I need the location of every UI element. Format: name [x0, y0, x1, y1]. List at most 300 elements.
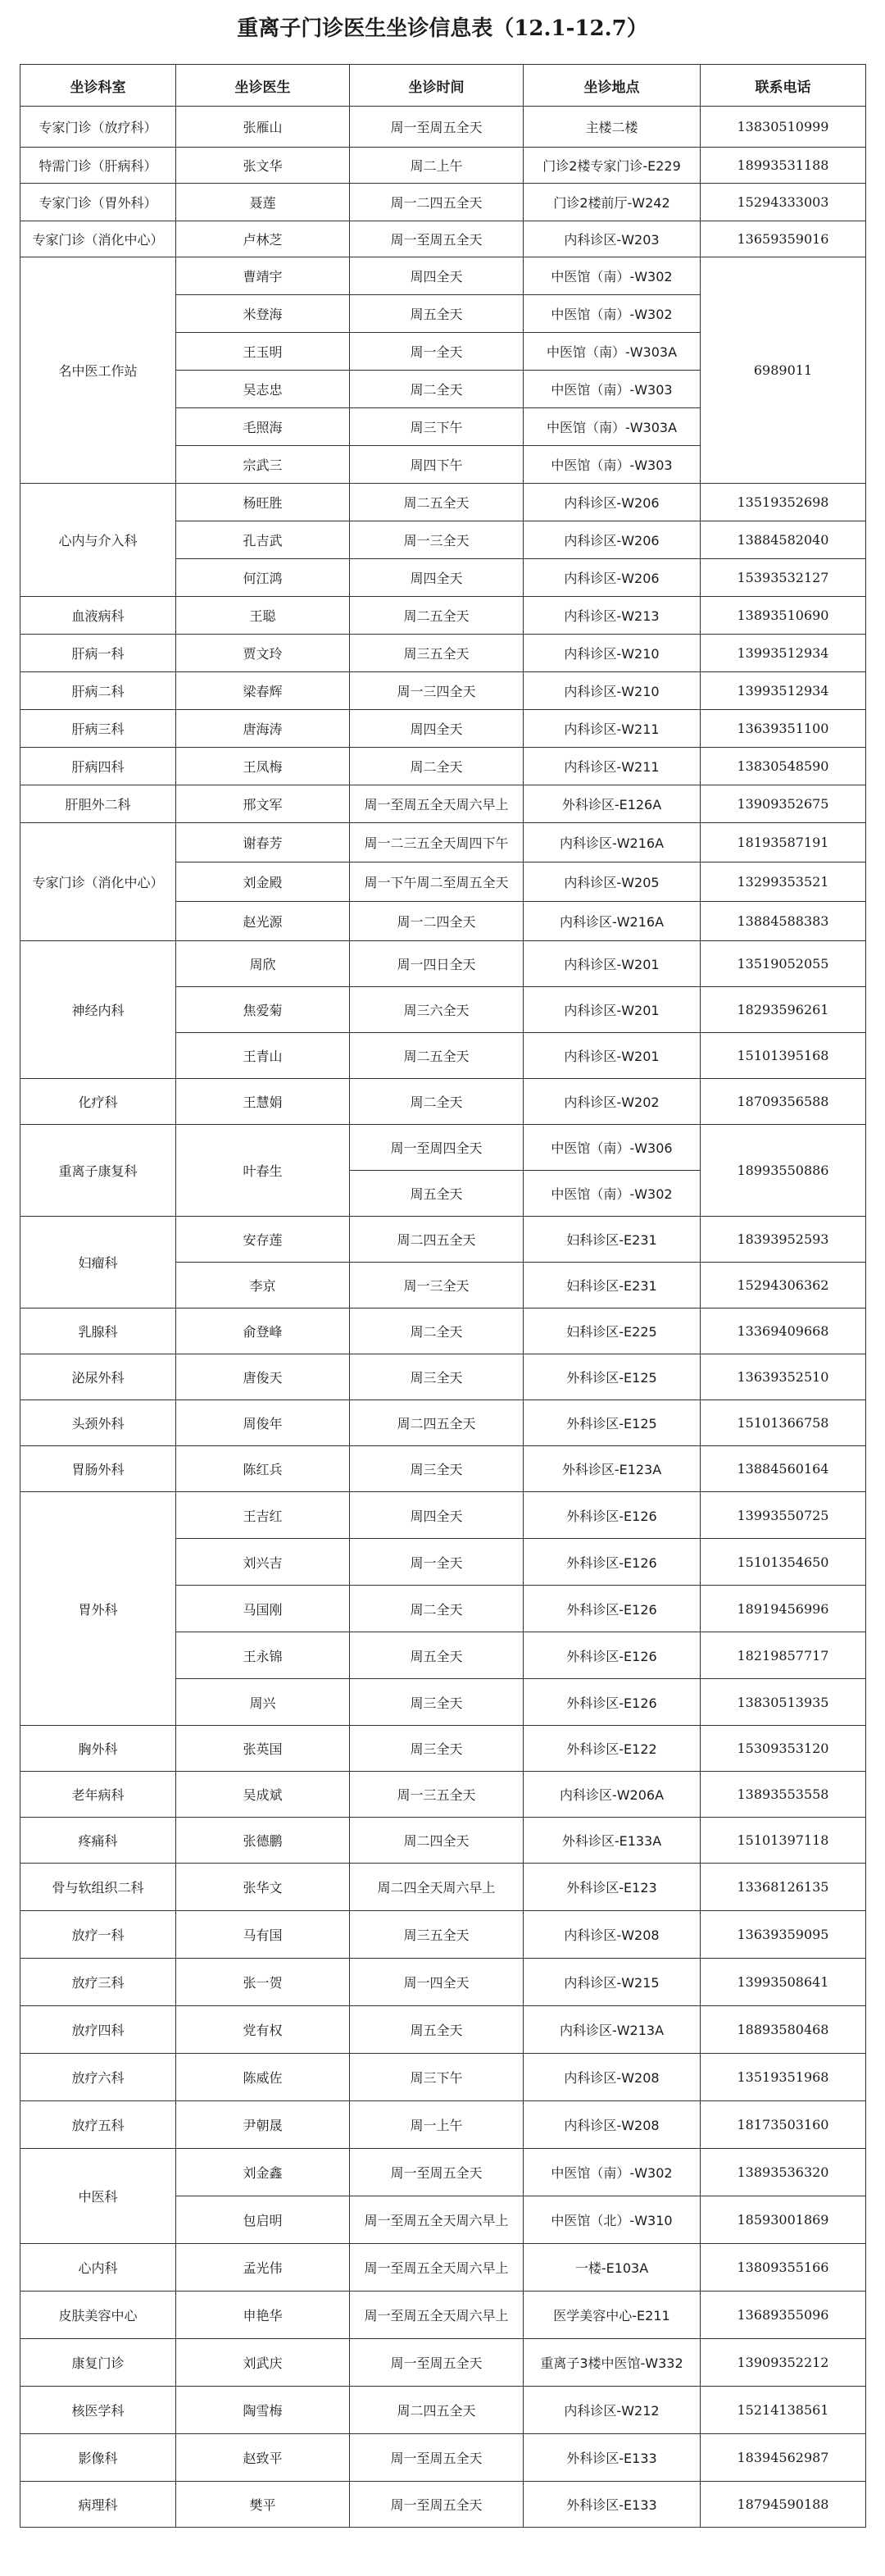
location-cell: 外科诊区-E126	[524, 1586, 701, 1632]
dept-cell: 心内科	[20, 2244, 176, 2292]
table-row	[20, 1079, 866, 1125]
table-row	[20, 1726, 866, 1772]
header-time: 坐诊时间	[350, 65, 524, 107]
phone-cell: 18219857717	[701, 1632, 866, 1679]
phone-cell: 13519052055	[701, 941, 866, 987]
phone-cell: 13639352510	[701, 1354, 866, 1400]
table-row	[20, 2149, 866, 2196]
header-doctor: 坐诊医生	[176, 65, 350, 107]
doctor-cell: 焦爱菊	[176, 987, 350, 1033]
doctor-cell: 张雁山	[176, 107, 350, 148]
time-cell: 周一三五全天	[350, 1772, 524, 1818]
phone-cell: 18173503160	[701, 2101, 866, 2149]
location-cell: 内科诊区-W216A	[524, 823, 701, 862]
phone-cell: 13884582040	[701, 521, 866, 559]
table-row	[20, 257, 866, 295]
table-row	[20, 1864, 866, 1911]
doctor-cell: 刘金殿	[176, 862, 350, 902]
time-cell: 周三全天	[350, 1446, 524, 1492]
doctor-cell: 安存莲	[176, 1217, 350, 1263]
time-cell: 周三下午	[350, 2054, 524, 2101]
table-row	[20, 823, 866, 862]
dept-cell: 妇瘤科	[20, 1217, 176, 1308]
doctor-cell: 王青山	[176, 1033, 350, 1079]
time-cell: 周一四日全天	[350, 941, 524, 987]
doctor-cell: 周欣	[176, 941, 350, 987]
location-cell: 中医馆（北）-W310	[524, 2196, 701, 2244]
location-cell: 内科诊区-W208	[524, 2054, 701, 2101]
phone-cell: 15101354650	[701, 1539, 866, 1586]
table-row	[20, 1772, 866, 1818]
phone-cell: 15101397118	[701, 1818, 866, 1864]
time-cell: 周一下午周二至周五全天	[350, 862, 524, 902]
doctor-cell: 周俊年	[176, 1400, 350, 1446]
doctor-cell: 李京	[176, 1263, 350, 1308]
table-row	[20, 2244, 866, 2292]
doctor-cell: 申艳华	[176, 2292, 350, 2339]
dept-cell: 放疗一科	[20, 1911, 176, 1959]
time-cell: 周三全天	[350, 1726, 524, 1772]
doctor-cell: 吴成斌	[176, 1772, 350, 1818]
location-cell: 内科诊区-W212	[524, 2387, 701, 2434]
dept-cell: 康复门诊	[20, 2339, 176, 2387]
phone-cell: 13830548590	[701, 748, 866, 785]
time-cell: 周二全天	[350, 1308, 524, 1354]
location-cell: 妇科诊区-E231	[524, 1217, 701, 1263]
table-row	[20, 1818, 866, 1864]
time-cell: 周一全天	[350, 1539, 524, 1586]
time-cell: 周二四五全天	[350, 1400, 524, 1446]
time-cell: 周一至周五全天	[350, 2339, 524, 2387]
phone-cell: 13299353521	[701, 862, 866, 902]
location-cell: 中医馆（南）-W303	[524, 446, 701, 484]
header-location: 坐诊地点	[524, 65, 701, 107]
table-row	[20, 1217, 866, 1263]
time-cell: 周二全天	[350, 371, 524, 408]
dept-cell: 老年病科	[20, 1772, 176, 1818]
location-cell: 内科诊区-W208	[524, 2101, 701, 2149]
table-row	[20, 2387, 866, 2434]
dept-cell: 化疗科	[20, 1079, 176, 1125]
table-row	[20, 1959, 866, 2006]
location-cell: 外科诊区-E133A	[524, 1818, 701, 1864]
table-row	[20, 941, 866, 987]
location-cell: 外科诊区-E125	[524, 1354, 701, 1400]
phone-cell: 13993512934	[701, 672, 866, 710]
table-row	[20, 2339, 866, 2387]
doctor-cell: 邢文军	[176, 785, 350, 823]
doctor-cell: 马有国	[176, 1911, 350, 1959]
page-title: 重离子门诊医生坐诊信息表（12.1-12.7）	[237, 16, 648, 41]
phone-cell: 13689355096	[701, 2292, 866, 2339]
location-cell: 外科诊区-E126	[524, 1679, 701, 1726]
time-cell: 周一二三五全天周四下午	[350, 823, 524, 862]
phone-cell: 18893580468	[701, 2006, 866, 2054]
time-cell: 周三五全天	[350, 1911, 524, 1959]
doctor-cell: 俞登峰	[176, 1308, 350, 1354]
time-cell: 周二四全天周六早上	[350, 1864, 524, 1911]
table-row	[20, 221, 866, 257]
phone-cell: 13830510999	[701, 107, 866, 148]
location-cell: 中医馆（南）-W302	[524, 2149, 701, 2196]
table-row	[20, 484, 866, 521]
table-row	[20, 1911, 866, 1959]
location-cell: 内科诊区-W201	[524, 987, 701, 1033]
dept-cell: 肝胆外二科	[20, 785, 176, 823]
dept-cell: 放疗三科	[20, 1959, 176, 2006]
dept-cell: 放疗五科	[20, 2101, 176, 2149]
phone-cell: 18794590188	[701, 2482, 866, 2528]
location-cell: 中医馆（南）-W303A	[524, 333, 701, 371]
doctor-cell: 孔吉武	[176, 521, 350, 559]
dept-cell: 头颈外科	[20, 1400, 176, 1446]
doctor-cell: 党有权	[176, 2006, 350, 2054]
phone-cell: 6989011	[701, 257, 866, 484]
dept-cell: 影像科	[20, 2434, 176, 2482]
phone-cell: 18919456996	[701, 1586, 866, 1632]
doctor-cell: 王慧娟	[176, 1079, 350, 1125]
location-cell: 内科诊区-W201	[524, 941, 701, 987]
doctor-cell: 张德鹏	[176, 1818, 350, 1864]
doctor-cell: 赵光源	[176, 902, 350, 941]
phone-cell: 15294306362	[701, 1263, 866, 1308]
table-row	[20, 748, 866, 785]
location-cell: 外科诊区-E123	[524, 1864, 701, 1911]
phone-cell: 18709356588	[701, 1079, 866, 1125]
table-row	[20, 1308, 866, 1354]
location-cell: 内科诊区-W213A	[524, 2006, 701, 2054]
dept-cell: 胃外科	[20, 1492, 176, 1726]
table-row	[20, 2292, 866, 2339]
location-cell: 主楼二楼	[524, 107, 701, 148]
location-cell: 重离子3楼中医馆-W332	[524, 2339, 701, 2387]
time-cell: 周一至周五全天周六早上	[350, 2244, 524, 2292]
phone-cell: 15294333003	[701, 184, 866, 221]
time-cell: 周五全天	[350, 1171, 524, 1217]
doctor-cell: 何江鸿	[176, 559, 350, 597]
location-cell: 门诊2楼前厅-W242	[524, 184, 701, 221]
dept-cell: 肝病一科	[20, 635, 176, 672]
dept-cell: 神经内科	[20, 941, 176, 1079]
location-cell: 内科诊区-W202	[524, 1079, 701, 1125]
doctor-cell: 叶春生	[176, 1125, 350, 1217]
doctor-cell: 王聪	[176, 597, 350, 635]
phone-cell: 13639359095	[701, 1911, 866, 1959]
doctor-cell: 张英国	[176, 1726, 350, 1772]
table-row	[20, 2101, 866, 2149]
doctor-cell: 孟光伟	[176, 2244, 350, 2292]
dept-cell: 中医科	[20, 2149, 176, 2244]
location-cell: 内科诊区-W211	[524, 710, 701, 748]
table-row	[20, 2006, 866, 2054]
dept-cell: 专家门诊（消化中心）	[20, 823, 176, 941]
time-cell: 周二四五全天	[350, 1217, 524, 1263]
time-cell: 周二全天	[350, 1586, 524, 1632]
table-row	[20, 635, 866, 672]
header-phone: 联系电话	[701, 65, 866, 107]
location-cell: 内科诊区-W210	[524, 635, 701, 672]
time-cell: 周一至周五全天周六早上	[350, 785, 524, 823]
time-cell: 周一全天	[350, 333, 524, 371]
table-row	[20, 597, 866, 635]
dept-cell: 肝病四科	[20, 748, 176, 785]
table-row	[20, 672, 866, 710]
phone-cell: 13993512934	[701, 635, 866, 672]
doctor-cell: 梁春辉	[176, 672, 350, 710]
doctor-cell: 卢林芝	[176, 221, 350, 257]
time-cell: 周五全天	[350, 2006, 524, 2054]
time-cell: 周三全天	[350, 1679, 524, 1726]
time-cell: 周二五全天	[350, 597, 524, 635]
location-cell: 妇科诊区-E231	[524, 1263, 701, 1308]
table-row	[20, 710, 866, 748]
time-cell: 周二五全天	[350, 484, 524, 521]
location-cell: 中医馆（南）-W302	[524, 295, 701, 333]
time-cell: 周五全天	[350, 295, 524, 333]
location-cell: 医学美容中心-E211	[524, 2292, 701, 2339]
time-cell: 周四全天	[350, 1492, 524, 1539]
dept-cell: 病理科	[20, 2482, 176, 2528]
doctor-cell: 陈红兵	[176, 1446, 350, 1492]
dept-cell: 血液病科	[20, 597, 176, 635]
table-row	[20, 184, 866, 221]
header-dept: 坐诊科室	[20, 65, 176, 107]
location-cell: 外科诊区-E122	[524, 1726, 701, 1772]
doctor-cell: 谢春芳	[176, 823, 350, 862]
phone-cell: 18193587191	[701, 823, 866, 862]
doctor-cell: 包启明	[176, 2196, 350, 2244]
doctor-cell: 张一贺	[176, 1959, 350, 2006]
doctor-cell: 贾文玲	[176, 635, 350, 672]
table-row	[20, 1492, 866, 1539]
location-cell: 外科诊区-E126	[524, 1539, 701, 1586]
location-cell: 内科诊区-W211	[524, 748, 701, 785]
location-cell: 一楼-E103A	[524, 2244, 701, 2292]
doctor-cell: 吴志忠	[176, 371, 350, 408]
time-cell: 周一至周五全天周六早上	[350, 2292, 524, 2339]
doctor-cell: 陈威佐	[176, 2054, 350, 2101]
doctor-cell: 王吉红	[176, 1492, 350, 1539]
time-cell: 周一至周五全天	[350, 107, 524, 148]
dept-cell: 皮肤美容中心	[20, 2292, 176, 2339]
location-cell: 内科诊区-W203	[524, 221, 701, 257]
phone-cell: 18394562987	[701, 2434, 866, 2482]
location-cell: 内科诊区-W215	[524, 1959, 701, 2006]
location-cell: 内科诊区-W210	[524, 672, 701, 710]
phone-cell: 13659359016	[701, 221, 866, 257]
time-cell: 周一四全天	[350, 1959, 524, 2006]
phone-cell: 15101366758	[701, 1400, 866, 1446]
time-cell: 周三下午	[350, 408, 524, 446]
table-row	[20, 2054, 866, 2101]
location-cell: 外科诊区-E123A	[524, 1446, 701, 1492]
phone-cell: 13893536320	[701, 2149, 866, 2196]
phone-cell: 13519351968	[701, 2054, 866, 2101]
table-row	[20, 2434, 866, 2482]
location-cell: 中医馆（南）-W306	[524, 1125, 701, 1171]
phone-cell: 15101395168	[701, 1033, 866, 1079]
time-cell: 周一三四全天	[350, 672, 524, 710]
doctor-cell: 毛照海	[176, 408, 350, 446]
phone-cell: 13909352212	[701, 2339, 866, 2387]
phone-cell: 13884560164	[701, 1446, 866, 1492]
dept-cell: 泌尿外科	[20, 1354, 176, 1400]
doctor-cell: 周兴	[176, 1679, 350, 1726]
phone-cell: 13519352698	[701, 484, 866, 521]
location-cell: 中医馆（南）-W302	[524, 257, 701, 295]
location-cell: 外科诊区-E126	[524, 1632, 701, 1679]
location-cell: 中医馆（南）-W303	[524, 371, 701, 408]
phone-cell: 15309353120	[701, 1726, 866, 1772]
phone-cell: 13639351100	[701, 710, 866, 748]
doctor-cell: 聂莲	[176, 184, 350, 221]
dept-cell: 疼痛科	[20, 1818, 176, 1864]
phone-cell: 13893510690	[701, 597, 866, 635]
time-cell: 周一三全天	[350, 521, 524, 559]
time-cell: 周二四五全天	[350, 2387, 524, 2434]
doctor-cell: 唐海涛	[176, 710, 350, 748]
phone-cell: 18393952593	[701, 1217, 866, 1263]
doctor-cell: 陶雪梅	[176, 2387, 350, 2434]
phone-cell: 13893553558	[701, 1772, 866, 1818]
location-cell: 妇科诊区-E225	[524, 1308, 701, 1354]
time-cell: 周一三全天	[350, 1263, 524, 1308]
table-row	[20, 1354, 866, 1400]
dept-cell: 肝病二科	[20, 672, 176, 710]
location-cell: 外科诊区-E133	[524, 2482, 701, 2528]
time-cell: 周二全天	[350, 1079, 524, 1125]
phone-cell: 13884588383	[701, 902, 866, 941]
table-row	[20, 1125, 866, 1171]
phone-cell: 13809355166	[701, 2244, 866, 2292]
location-cell: 内科诊区-W213	[524, 597, 701, 635]
dept-cell: 专家门诊（消化中心）	[20, 221, 176, 257]
doctor-cell: 马国刚	[176, 1586, 350, 1632]
dept-cell: 核医学科	[20, 2387, 176, 2434]
phone-cell: 13368126135	[701, 1864, 866, 1911]
location-cell: 外科诊区-E125	[524, 1400, 701, 1446]
location-cell: 外科诊区-E133	[524, 2434, 701, 2482]
doctor-cell: 赵致平	[176, 2434, 350, 2482]
location-cell: 中医馆（南）-W302	[524, 1171, 701, 1217]
doctor-cell: 唐俊天	[176, 1354, 350, 1400]
phone-cell: 15393532127	[701, 559, 866, 597]
table-row	[20, 107, 866, 148]
phone-cell: 18993531188	[701, 148, 866, 184]
time-cell: 周一至周五全天	[350, 2434, 524, 2482]
doctor-cell: 米登海	[176, 295, 350, 333]
location-cell: 内科诊区-W205	[524, 862, 701, 902]
location-cell: 内科诊区-W216A	[524, 902, 701, 941]
phone-cell: 13993550725	[701, 1492, 866, 1539]
dept-cell: 心内与介入科	[20, 484, 176, 597]
time-cell: 周四下午	[350, 446, 524, 484]
table-row	[20, 785, 866, 823]
phone-cell: 18993550886	[701, 1125, 866, 1217]
time-cell: 周一二四全天	[350, 902, 524, 941]
doctor-cell: 刘金鑫	[176, 2149, 350, 2196]
dept-cell: 放疗六科	[20, 2054, 176, 2101]
time-cell: 周一至周五全天周六早上	[350, 2196, 524, 2244]
time-cell: 周一二四五全天	[350, 184, 524, 221]
time-cell: 周一至周五全天	[350, 221, 524, 257]
doctor-cell: 王玉明	[176, 333, 350, 371]
time-cell: 周二上午	[350, 148, 524, 184]
phone-cell: 18293596261	[701, 987, 866, 1033]
time-cell: 周三六全天	[350, 987, 524, 1033]
location-cell: 外科诊区-E126	[524, 1492, 701, 1539]
dept-cell: 胃肠外科	[20, 1446, 176, 1492]
dept-cell: 乳腺科	[20, 1308, 176, 1354]
doctor-cell: 张文华	[176, 148, 350, 184]
doctor-cell: 刘武庆	[176, 2339, 350, 2387]
time-cell: 周三全天	[350, 1354, 524, 1400]
doctor-cell: 杨旺胜	[176, 484, 350, 521]
phone-cell: 13993508641	[701, 1959, 866, 2006]
phone-cell: 13369409668	[701, 1308, 866, 1354]
location-cell: 外科诊区-E126A	[524, 785, 701, 823]
time-cell: 周一至周五全天	[350, 2482, 524, 2528]
time-cell: 周一至周四全天	[350, 1125, 524, 1171]
doctor-cell: 尹朝晟	[176, 2101, 350, 2149]
table-row	[20, 1446, 866, 1492]
dept-cell: 名中医工作站	[20, 257, 176, 484]
phone-cell: 18593001869	[701, 2196, 866, 2244]
doctor-cell: 曹靖宇	[176, 257, 350, 295]
location-cell: 中医馆（南）-W303A	[524, 408, 701, 446]
doctor-cell: 宗武三	[176, 446, 350, 484]
header-row	[20, 65, 866, 107]
location-cell: 内科诊区-W206A	[524, 1772, 701, 1818]
time-cell: 周四全天	[350, 559, 524, 597]
phone-cell: 13830513935	[701, 1679, 866, 1726]
time-cell: 周五全天	[350, 1632, 524, 1679]
dept-cell: 特需门诊（肝病科）	[20, 148, 176, 184]
location-cell: 内科诊区-W208	[524, 1911, 701, 1959]
doctor-cell: 王凤梅	[176, 748, 350, 785]
schedule-body	[20, 107, 866, 2528]
location-cell: 内科诊区-W206	[524, 484, 701, 521]
time-cell: 周二全天	[350, 748, 524, 785]
doctor-cell: 张华文	[176, 1864, 350, 1911]
table-row	[20, 148, 866, 184]
table-row	[20, 1400, 866, 1446]
location-cell: 门诊2楼专家门诊-E229	[524, 148, 701, 184]
time-cell: 周一上午	[350, 2101, 524, 2149]
doctor-cell: 樊平	[176, 2482, 350, 2528]
dept-cell: 胸外科	[20, 1726, 176, 1772]
time-cell: 周一至周五全天	[350, 2149, 524, 2196]
dept-cell: 重离子康复科	[20, 1125, 176, 1217]
location-cell: 内科诊区-W206	[524, 521, 701, 559]
dept-cell: 骨与软组织二科	[20, 1864, 176, 1911]
location-cell: 内科诊区-W201	[524, 1033, 701, 1079]
doctor-cell: 王永锦	[176, 1632, 350, 1679]
doctor-cell: 刘兴吉	[176, 1539, 350, 1586]
table-row	[20, 2482, 866, 2528]
schedule-table	[20, 64, 866, 2528]
dept-cell: 专家门诊（胃外科）	[20, 184, 176, 221]
dept-cell: 专家门诊（放疗科）	[20, 107, 176, 148]
time-cell: 周二四全天	[350, 1818, 524, 1864]
dept-cell: 放疗四科	[20, 2006, 176, 2054]
phone-cell: 15214138561	[701, 2387, 866, 2434]
phone-cell: 13909352675	[701, 785, 866, 823]
time-cell: 周二五全天	[350, 1033, 524, 1079]
time-cell: 周四全天	[350, 710, 524, 748]
time-cell: 周四全天	[350, 257, 524, 295]
dept-cell: 肝病三科	[20, 710, 176, 748]
